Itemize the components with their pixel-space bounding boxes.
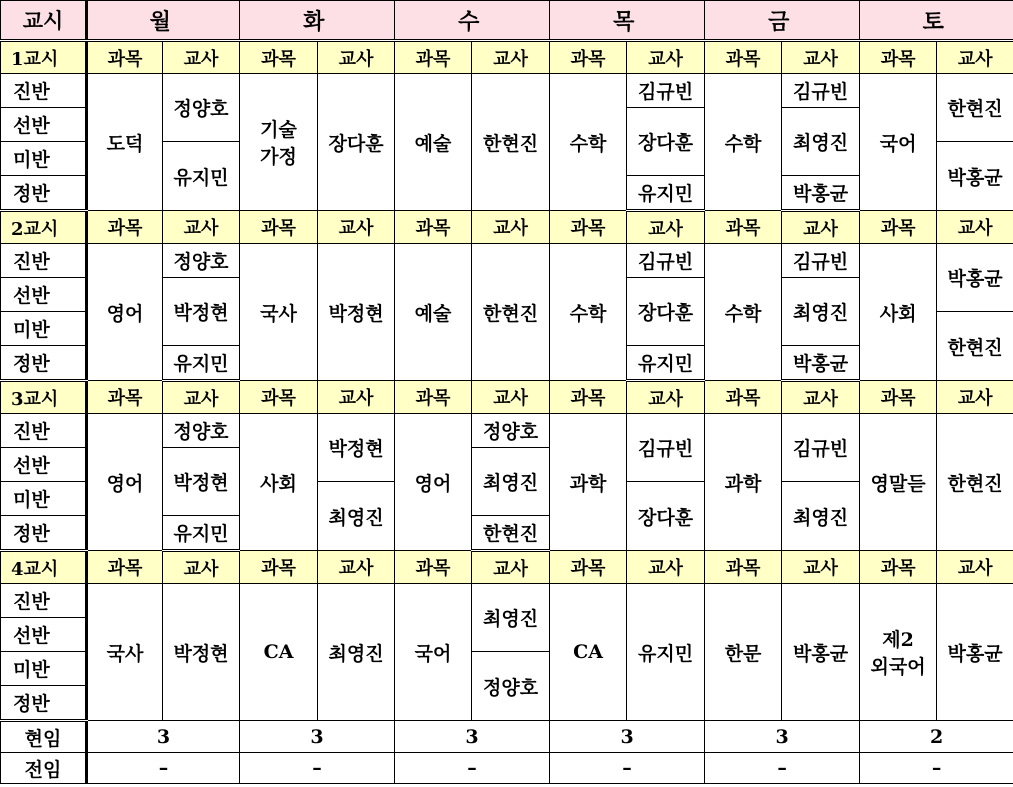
teacher-cell: 박홍균 xyxy=(937,142,1013,211)
teacher-cell: 박홍균 xyxy=(937,244,1013,312)
subject-cell: 과학 xyxy=(705,414,782,551)
subject-cell: 영말듣 xyxy=(860,414,937,551)
teacher-cell: 한현진 xyxy=(472,516,550,551)
subject-header: 과목 xyxy=(860,211,937,244)
current-count-thu: 3 xyxy=(550,721,705,753)
teacher-cell: 박홍균 xyxy=(782,584,860,721)
class-label: 미반 xyxy=(1,142,87,176)
teacher-cell: 유지민 xyxy=(627,584,705,721)
subject-cell xyxy=(240,74,318,211)
subject-header: 과목 xyxy=(860,381,937,414)
teacher-cell: 장다훈 xyxy=(627,482,705,551)
teacher-header: 교사 xyxy=(163,41,240,74)
subject-header: 과목 xyxy=(240,41,318,74)
teacher-cell: 최영진 xyxy=(318,482,395,551)
subject-line: 가정 xyxy=(260,146,297,168)
subject-header: 과목 xyxy=(550,381,627,414)
teacher-cell: 한현진 xyxy=(472,74,550,211)
subject-header: 과목 xyxy=(87,211,163,244)
subject-header: 과목 xyxy=(395,211,472,244)
day-sat: 토 xyxy=(860,1,1013,41)
transfer-count-fri: – xyxy=(705,753,860,784)
class-label: 진반 xyxy=(1,74,87,108)
subject-header: 과목 xyxy=(240,551,318,584)
transfer-label: 전임 xyxy=(1,753,87,784)
current-count-wed: 3 xyxy=(395,721,550,753)
teacher-cell: 정양호 xyxy=(163,414,240,448)
day-fri: 금 xyxy=(705,1,860,41)
transfer-count-thu: – xyxy=(550,753,705,784)
teacher-cell: 유지민 xyxy=(163,142,240,211)
subject-cell: CA xyxy=(550,584,627,721)
teacher-cell: 김규빈 xyxy=(782,414,860,482)
period-label: 4교시 xyxy=(1,551,87,584)
teacher-cell: 김규빈 xyxy=(782,74,860,108)
teacher-cell: 김규빈 xyxy=(627,74,705,108)
teacher-header: 교사 xyxy=(627,551,705,584)
teacher-header: 교사 xyxy=(937,551,1013,584)
teacher-cell: 한현진 xyxy=(937,414,1013,551)
teacher-cell: 최영진 xyxy=(472,448,550,516)
header-corner: 교시 xyxy=(1,1,87,41)
subject-header: 과목 xyxy=(550,551,627,584)
class-label: 정반 xyxy=(1,686,87,721)
teacher-cell: 유지민 xyxy=(627,346,705,381)
teacher-cell: 유지민 xyxy=(163,346,240,381)
teacher-cell: 장다훈 xyxy=(627,278,705,346)
current-count-mon: 3 xyxy=(87,721,240,753)
teacher-cell: 한현진 xyxy=(937,312,1013,381)
class-label: 진반 xyxy=(1,584,87,618)
class-label: 미반 xyxy=(1,652,87,686)
period-label: 1교시 xyxy=(1,41,87,74)
teacher-header: 교사 xyxy=(627,211,705,244)
subject-header: 과목 xyxy=(705,551,782,584)
teacher-header: 교사 xyxy=(937,41,1013,74)
teacher-header: 교사 xyxy=(318,41,395,74)
teacher-cell: 정양호 xyxy=(163,74,240,142)
subject-cell: 한문 xyxy=(705,584,782,721)
teacher-header: 교사 xyxy=(163,381,240,414)
subject-cell: 국어 xyxy=(395,584,472,721)
teacher-header: 교사 xyxy=(163,211,240,244)
teacher-cell: 최영진 xyxy=(782,108,860,176)
subject-header: 과목 xyxy=(240,381,318,414)
subject-header: 과목 xyxy=(87,41,163,74)
subject-cell: 수학 xyxy=(550,74,627,211)
current-count-tue: 3 xyxy=(240,721,395,753)
teacher-cell: 김규빈 xyxy=(782,244,860,278)
teacher-cell: 최영진 xyxy=(318,584,395,721)
teacher-cell: 김규빈 xyxy=(627,244,705,278)
subject-cell: 도덕 xyxy=(87,74,163,211)
teacher-cell: 박정현 xyxy=(318,414,395,482)
day-mon: 월 xyxy=(87,1,240,41)
teacher-header: 교사 xyxy=(782,381,860,414)
teacher-header: 교사 xyxy=(318,551,395,584)
subject-cell: 사회 xyxy=(240,414,318,551)
teacher-cell: 최영진 xyxy=(782,278,860,346)
teacher-cell: 장다훈 xyxy=(627,108,705,176)
subject-cell: 예술 xyxy=(395,74,472,211)
subject-header: 과목 xyxy=(87,381,163,414)
class-label: 선반 xyxy=(1,618,87,652)
class-label: 정반 xyxy=(1,176,87,211)
teacher-cell: 박정현 xyxy=(163,448,240,516)
teacher-cell: 한현진 xyxy=(937,74,1013,142)
subject-header: 과목 xyxy=(395,551,472,584)
class-label: 진반 xyxy=(1,244,87,278)
teacher-header: 교사 xyxy=(937,381,1013,414)
class-label: 선반 xyxy=(1,278,87,312)
teacher-header: 교사 xyxy=(472,211,550,244)
subject-header: 과목 xyxy=(395,381,472,414)
subject-cell: 수학 xyxy=(705,244,782,381)
current-count-sat: 2 xyxy=(860,721,1013,753)
subject-cell: 수학 xyxy=(550,244,627,381)
subject-header: 과목 xyxy=(550,211,627,244)
class-label: 진반 xyxy=(1,414,87,448)
teacher-cell: 최영진 xyxy=(472,584,550,652)
subject-line: 제2 xyxy=(882,629,914,651)
subject-header: 과목 xyxy=(860,41,937,74)
teacher-cell: 정양호 xyxy=(163,244,240,278)
teacher-cell: 박홍균 xyxy=(782,346,860,381)
period-label: 2교시 xyxy=(1,211,87,244)
class-label: 선반 xyxy=(1,448,87,482)
subject-cell: 수학 xyxy=(705,74,782,211)
class-label: 미반 xyxy=(1,482,87,516)
teacher-header: 교사 xyxy=(318,211,395,244)
teacher-cell: 박홍균 xyxy=(782,176,860,211)
current-count-fri: 3 xyxy=(705,721,860,753)
teacher-header: 교사 xyxy=(318,381,395,414)
subject-line: 기술 xyxy=(260,119,297,141)
teacher-header: 교사 xyxy=(472,551,550,584)
subject-header: 과목 xyxy=(240,211,318,244)
day-wed: 수 xyxy=(395,1,550,41)
subject-cell: 국어 xyxy=(860,74,937,211)
teacher-header: 교사 xyxy=(937,211,1013,244)
teacher-cell: 한현진 xyxy=(472,244,550,381)
transfer-count-tue: – xyxy=(240,753,395,784)
subject-header: 과목 xyxy=(705,211,782,244)
teacher-cell: 박정현 xyxy=(163,278,240,346)
subject-cell: 과학 xyxy=(550,414,627,551)
teacher-cell: 박정현 xyxy=(318,244,395,381)
teacher-header: 교사 xyxy=(782,41,860,74)
teacher-header: 교사 xyxy=(782,211,860,244)
subject-header: 과목 xyxy=(705,41,782,74)
subject-cell: 영어 xyxy=(87,244,163,381)
class-label: 미반 xyxy=(1,312,87,346)
teacher-cell: 김규빈 xyxy=(627,414,705,482)
current-label: 현임 xyxy=(1,721,87,753)
teacher-header: 교사 xyxy=(472,41,550,74)
subject-cell: 국사 xyxy=(240,244,318,381)
subject-cell: CA xyxy=(240,584,318,721)
teacher-header: 교사 xyxy=(782,551,860,584)
teacher-cell: 정양호 xyxy=(472,652,550,721)
subject-cell: 예술 xyxy=(395,244,472,381)
teacher-cell: 유지민 xyxy=(627,176,705,211)
teacher-cell: 최영진 xyxy=(782,482,860,551)
class-label: 선반 xyxy=(1,108,87,142)
teacher-cell: 박정현 xyxy=(163,584,240,721)
subject-cell: 영어 xyxy=(395,414,472,551)
teacher-header: 교사 xyxy=(627,41,705,74)
subject-header: 과목 xyxy=(550,41,627,74)
transfer-count-mon: – xyxy=(87,753,240,784)
day-thu: 목 xyxy=(550,1,705,41)
subject-header: 과목 xyxy=(860,551,937,584)
day-tue: 화 xyxy=(240,1,395,41)
subject-cell: 사회 xyxy=(860,244,937,381)
teacher-header: 교사 xyxy=(472,381,550,414)
teacher-cell: 정양호 xyxy=(472,414,550,448)
subject-cell: 국사 xyxy=(87,584,163,721)
teacher-header: 교사 xyxy=(163,551,240,584)
class-label: 정반 xyxy=(1,516,87,551)
subject-line: 외국어 xyxy=(870,656,926,678)
class-label: 정반 xyxy=(1,346,87,381)
teacher-header: 교사 xyxy=(627,381,705,414)
teacher-cell: 장다훈 xyxy=(318,74,395,211)
transfer-count-sat: – xyxy=(860,753,1013,784)
subject-header: 과목 xyxy=(395,41,472,74)
subject-header: 과목 xyxy=(705,381,782,414)
subject-cell xyxy=(860,584,937,721)
subject-header: 과목 xyxy=(87,551,163,584)
teacher-cell: 유지민 xyxy=(163,516,240,551)
teacher-cell: 박홍균 xyxy=(937,584,1013,721)
period-label: 3교시 xyxy=(1,381,87,414)
transfer-count-wed: – xyxy=(395,753,550,784)
subject-cell: 영어 xyxy=(87,414,163,551)
